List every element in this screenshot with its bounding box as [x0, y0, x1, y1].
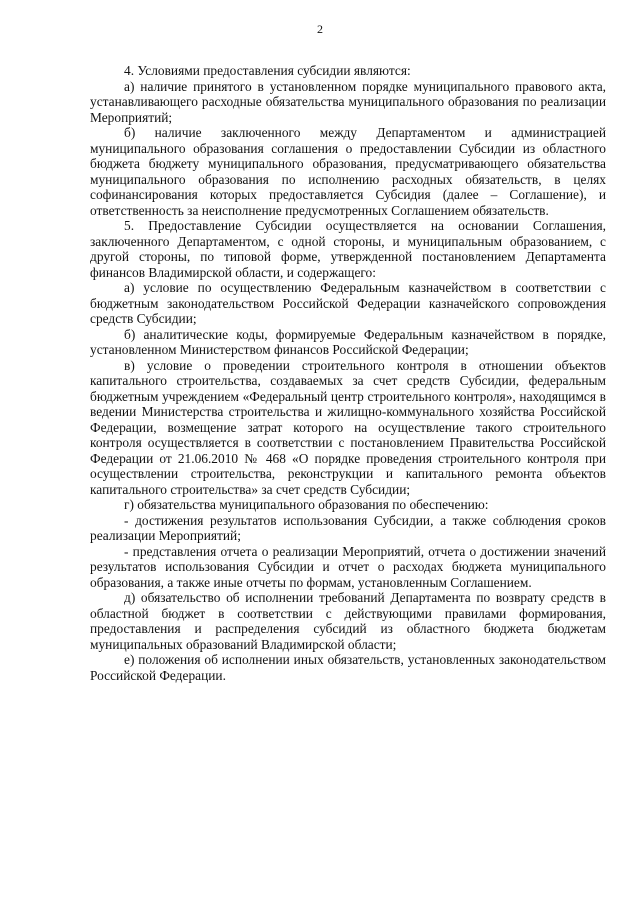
paragraph-4b: б) наличие заключенного между Департаментом и администрацией муниципального образования соглашения о предоставлении Субсидии из областного бюджета бюджету муниципального образования, предусматривающего обязательства муниципального образования по исполнению расходных обязательств, в целях софинансирования которых предоставляется Субсидия (далее – Соглашение), и ответственность за неисполнение предусмотренных Соглашением обязательств.	[90, 125, 606, 218]
paragraph-5b: б) аналитические коды, формируемые Федеральным казначейством в порядке, установленном Министерством финансов Российской Федерации;	[90, 326, 606, 357]
paragraph-5g-item-2: - представления отчета о реализации Мероприятий, отчета о достижении значений результатов использования Субсидии и отчет о расходах бюджета муниципального образования, а также иные отчеты по формам, установленным Соглашением.	[90, 543, 606, 590]
page-number: 2	[317, 22, 323, 36]
paragraph-5g: г) обязательства муниципального образования по обеспечению:	[124, 497, 489, 512]
paragraph-5v: в) условие о проведении строительного контроля в отношении объектов капитального строительства, создаваемых за счет средств Субсидии, федеральным бюджетным учреждением «Федеральный центр строительного контроля», находящимся в ведении Министерства строительства и жилищно-коммунального хозяйства Российской Федерации, возмещение затрат которого на осуществление такого строительного контроля осуществляется в соответствии с постановлением Правительства Российской Федерации от 21.06.2010 № 468 «О порядке проведения строительного контроля при осуществлении строительства, реконструкции и капитального ремонта объектов капитального строительства» за счет средств Субсидии;	[90, 357, 606, 497]
paragraph-5a: а) условие по осуществлению Федеральным казначейством в соответствии с бюджетным законодательством Российской Федерации казначейского сопровождения средств Субсидии;	[90, 280, 606, 326]
document-body	[90, 63, 606, 683]
paragraph-4-conditions: 4. Условиями предоставления субсидии являются:	[124, 63, 411, 78]
paragraph-5d: д) обязательство об исполнении требований Департамента по возврату средств в областной бюджет в соответствии с действующими правилами формирования, предоставления и распределения субсидий из областного бюджета бюджетам муниципальных образований Владимирской области;	[90, 590, 606, 652]
paragraph-4a: а) наличие принятого в установленном порядке муниципального правового акта, устанавливающего расходные обязательства муниципального образования по реализации Мероприятий;	[90, 78, 606, 125]
paragraph-5g-item-1: - достижения результатов использования Субсидии, а также соблюдения сроков реализации Мероприятий;	[90, 512, 606, 543]
paragraph-5-agreement: 5. Предоставление Субсидии осуществляется на основании Соглашения, заключенного Департаментом, с одной стороны, и муниципальным образованием, с другой стороны, по типовой форме, утвержденной постановлением Департамента финансов Владимирской области, и содержащего:	[90, 218, 606, 280]
paragraph-5e: е) положения об исполнении иных обязательств, установленных законодательством Российской Федерации.	[90, 652, 606, 683]
